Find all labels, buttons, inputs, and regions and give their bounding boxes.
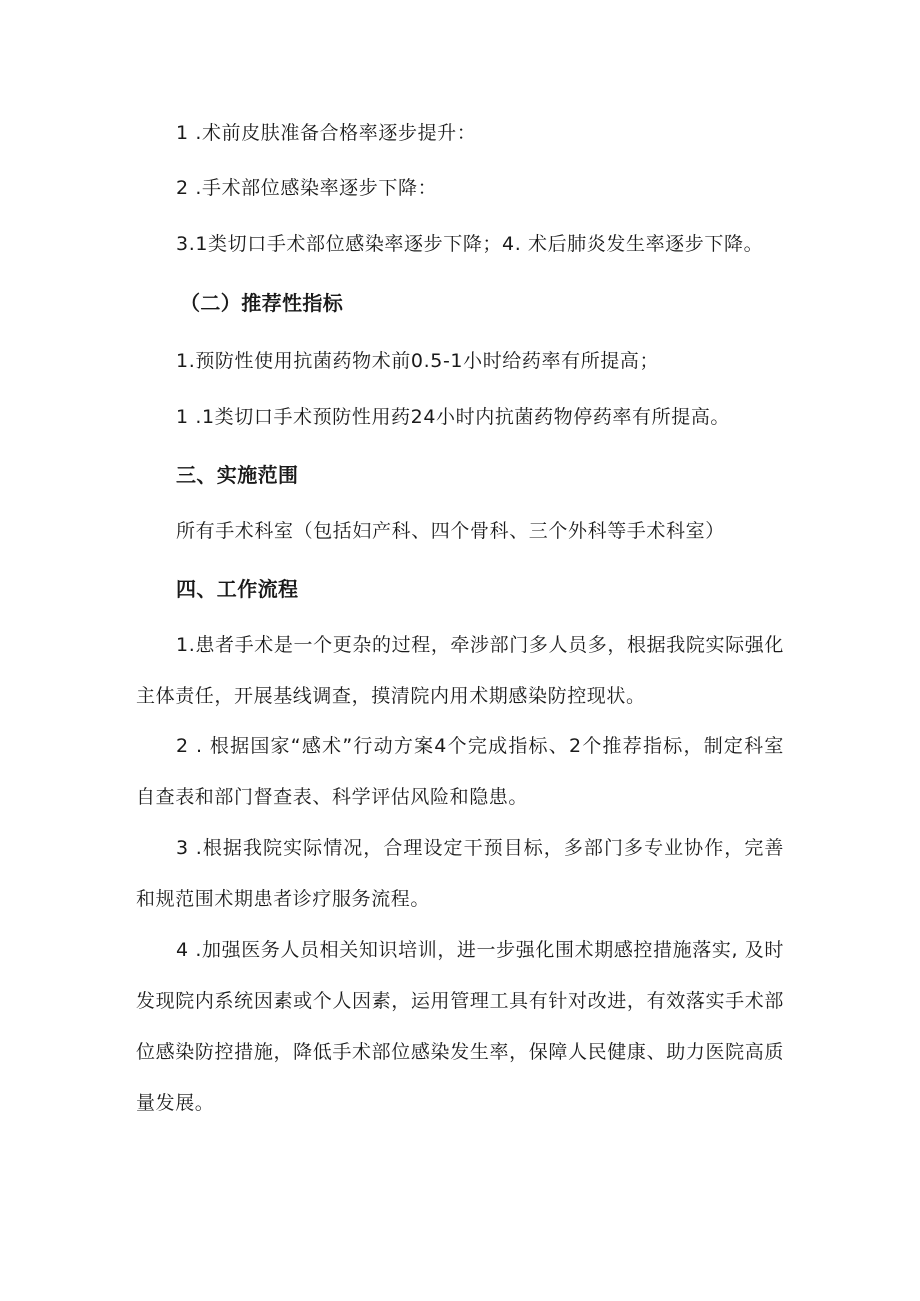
- section-heading-recommended: （二）推荐性指标: [180, 291, 344, 315]
- workflow-paragraph-1: 1.患者手术是一个更杂的过程，牵涉部门多人员多，根据我院实际强化主体责任，开展基线调查，摸清院内用术期感染防控现状。: [136, 634, 784, 707]
- target-item-1: 1 .术前皮肤准备合格率逐步提升：: [176, 122, 477, 144]
- scope-text: 所有手术科室（包括妇产科、四个骨科、三个外科等手术科室）: [176, 520, 725, 542]
- workflow-paragraph-4: 4 .加强医务人员相关知识培训，进一步强化围术期感控措施落实, 及时发现院内系统因素或个人因素，运用管理工具有针对改进，有效落实手术部位感染防控措施，降低手术部位感染发生率，保障人民健康、助力医院高质量发展。: [136, 939, 784, 1114]
- target-item-3-4: 3.1类切口手术部位感染率逐步下降；4. 术后肺炎发生率逐步下降。: [176, 233, 764, 255]
- recommended-item-2: 1 .1类切口手术预防性用药24小时内抗菌药物停药率有所提高。: [176, 406, 731, 428]
- workflow-paragraph-2: 2 . 根据国家“感术”行动方案4个完成指标、2个推荐指标，制定科室自查表和部门督查表、科学评估风险和隐患。: [136, 735, 784, 808]
- workflow-paragraph-3: 3 .根据我院实际情况，合理设定干预目标，多部门多专业协作，完善和规范围术期患者诊疗服务流程。: [136, 837, 784, 910]
- section-heading-scope: 三、实施范围: [176, 463, 299, 487]
- recommended-item-1: 1.预防性使用抗菌药物术前0.5-1小时给药率有所提高；: [176, 350, 660, 372]
- target-item-2: 2 .手术部位感染率逐步下降：: [176, 177, 438, 199]
- section-heading-workflow: 四、工作流程: [176, 577, 299, 601]
